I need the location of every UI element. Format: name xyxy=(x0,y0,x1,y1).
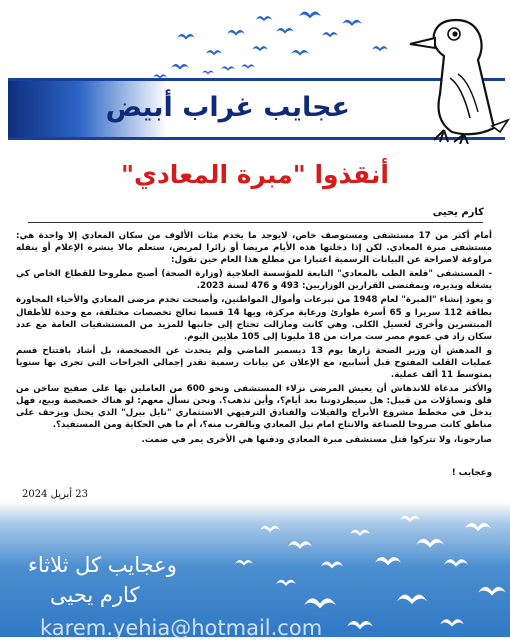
paragraph: و المدهش أن وزير الصحة زارها يوم 13 ديسمبر الماضي ولم يتحدث عن الخصخصة، بل أشاد بافتتاح قسم عمليات القلب المفتوح قبل أسابيع، مع الإعلان عن بيانات رسمية تقدر إجمالي الجراحات التي تجرى بها سنويا بمتوسط 11 ألف عملية. xyxy=(16,345,493,381)
paragraph: والأكثر مدعاة للاندهاش أن يعيش المرضى نزلاء المستشفى ونحو 600 من العاملين بها على صفيح ساخن من قلق وتساؤلات من قبيل: هل سيطردوننا بعد أيام؟، وأين نذهب؟. ونحن نسأل معهم: لو هناك خصخصة وبيع، فهل يدخل في مخطط مشروع الأبراج والفيلات والفنادق الترفيهي الاستثماري "نايل بيرل" الذي يحتل ويزحف على مناطق كانت صروحا للصناعة والانتاج امام نيل المعادي وبالقرب منه؟، أم ما هي الحكاية ومن المستفيد؟. xyxy=(16,384,492,431)
footer-schedule: وعجايب كل ثلاثاء xyxy=(28,553,177,577)
article-body xyxy=(16,230,492,448)
white-crow-illustration xyxy=(404,8,510,144)
paragraph: أمام أكثر من 17 مستشفى ومستوصف خاص، لايوجد ما يخدم مئات الألوف من سكان المعادي إلا واحدة هي: مستشفى مبرة المعادي. لكن إذا دخلتها هذه الأيام مريضا أو زائرا لمريض، ستعلم مالا ينشره الإعلام أو ينقله مراوغة لاصراحة عن البيانات الرسمية اعتبارا من مطلع هذا العام حين تقول: xyxy=(16,231,492,266)
paragraph: - المستشفى "قلعة الطب بالمعادي" التابعة للمؤسسة العلاجية (وزارة الصحة) أصبح مطروحا للقطاع الخاص كي يشغله ويديره، وبمقتضى القرارين الوزاريين: 493 و 476 لسنة 2023. xyxy=(16,269,492,292)
footer-author: كارم يحيى xyxy=(50,583,140,607)
article-headline: أنقذوا "مبرة المعادي" xyxy=(121,160,389,189)
paragraph: صارحونا، ولا تتركوا قتل مستشفى مبرة المعادي ودفنها هي الأخرى يمر في صمت. xyxy=(141,434,492,445)
author-divider xyxy=(28,222,483,223)
author-name: كارم يحيى xyxy=(432,207,484,218)
paragraph: و يعود إنشاء "المبرة" لعام 1948 من تبرعات وأموال المواطنين، وأصبحت تخدم مرضى المعادي والأحياء المجاورة بطاقة 112 سريرا و 65 أسرة طوارئ ورعاية مركزة، وبها 14 قسما تعالج تخصصات مختلفة، مع وحدة للأطفال المبتسرين وأخرى لغسيل الكلى. وهي كانت ومازالت تحتاج إلى جانبها للمزيد من المستشفيات العامة مع عدد سكان زاد في عموم مصر ست مرات من 18 مليونا إلى 105 ملايين اليوم. xyxy=(16,295,492,342)
closing-line: وعجايب ! xyxy=(451,468,492,478)
footer-email: karem.yehia@hotmail.com xyxy=(40,616,323,640)
publication-date: 23 أبريل 2024 xyxy=(22,489,88,500)
column-name: عجايب غراب أبيض xyxy=(105,92,350,123)
